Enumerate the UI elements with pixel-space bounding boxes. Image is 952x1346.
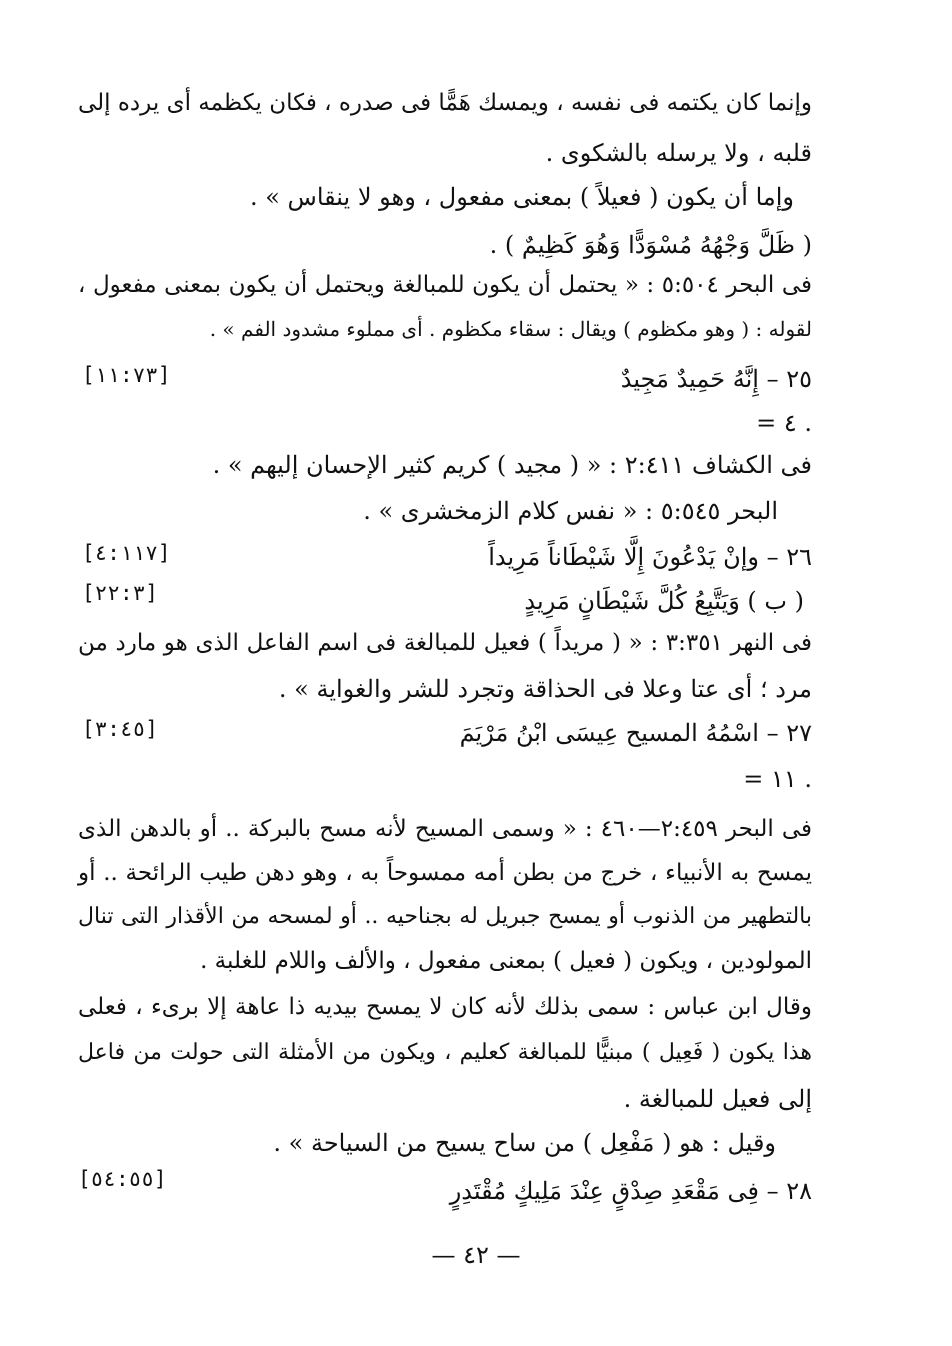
text-line: بالتطهير من الذنوب أو يمسح جبريل له بجناحيه .. أو لمسحه من الأقذار التى تنال (78, 904, 812, 929)
text-line: البحر ٥:٥٤٥ : « نفس كلام الزمخشرى » . (363, 497, 778, 525)
verse-heading: ٢٥ – إِنَّهُ حَمِيدٌ مَجِيدٌ (620, 365, 812, 393)
text-line: مرد ؛ أى عتا وعلا فى الحذاقة وتجرد للشر والغواية » . (278, 675, 812, 703)
text-line: قلبه ، ولا يرسله بالشكوى . (545, 139, 812, 167)
verse-heading: ٢٨ – فِى مَقْعَدِ صِدْقٍ عِنْدَ مَلِيكٍ مُقْتَدِرٍ (449, 1177, 812, 1205)
quranic-verse: ( ب ) وَيَتَّبِعُ كُلَّ شَيْطَانٍ مَرِيدٍ (524, 587, 804, 615)
text-line: يمسح به الأنبياء ، خرج من بطن أمه ممسوحاً به ، وهو دهن طيب الرائحة .. أو (78, 860, 812, 886)
text-line: هذا يكون ( فَعِيل ) مبنيًّا للمبالغة كعليم ، ويكون من الأمثلة التى حولت من فاعل (78, 1040, 812, 1065)
page-number: — ٤٢ — (431, 1241, 521, 1269)
verse-heading: ٢٧ – اسْمُهُ المسيح عِيسَى ابْنُ مَرْيَمَ (459, 719, 812, 747)
text-line: وإنما كان يكتمه فى نفسه ، ويمسك هَمًّا فى صدره ، فكان يكظمه أى يرده إلى (78, 90, 812, 116)
text-line: فى البحر ٢:٤٥٩—٤٦٠ : « وسمى المسيح لأنه مسح بالبركة .. أو بالدهن الذى (78, 816, 813, 842)
text-line: فى النهر ٣:٣٥١ : « ( مريداً ) فعيل للمبالغة فى اسم الفاعل الذى هو مارد من (78, 630, 812, 656)
quranic-verse: ( ظَلَّ وَجْهُهُ مُسْوَدًّا وَهُوَ كَظِيمٌ ) . (489, 231, 812, 259)
text-line: إلى فعيل للمبالغة . (623, 1085, 812, 1113)
verse-heading: ٢٦ – وإنْ يَدْعُونَ إِلَّا شَيْطَاناً مَرِيداً (488, 543, 812, 571)
verse-reference: [٣:٤٥] (82, 717, 158, 741)
verse-reference: [٤:١١٧] (82, 541, 171, 565)
verse-reference: [١١:٧٣] (82, 363, 171, 387)
verse-reference: [٢٢:٣] (82, 581, 158, 605)
text-line: لقوله : ( وهو مكظوم ) ويقال : سقاء مكظوم . أى مملوء مشدود الفم » . (209, 317, 812, 341)
verse-reference: [٥٤:٥٥] (78, 1167, 167, 1191)
occurrence-count: = ٤ . (756, 409, 812, 437)
text-line: وقال ابن عباس : سمى بذلك لأنه كان لا يمسح بيديه ذا عاهة إلا برىء ، فعلى (78, 994, 812, 1020)
text-line: فى البحر ٥:٥٠٤ : « يحتمل أن يكون للمبالغة ويحتمل أن يكون بمعنى مفعول ، (78, 272, 812, 298)
text-line: المولودين ، ويكون ( فعيل ) بمعنى مفعول ، والألف واللام للغلبة . (200, 948, 812, 974)
text-line: وقيل : هو ( مَفْعِل ) من ساح يسيح من السياحة » . (273, 1129, 776, 1157)
text-line: وإما أن يكون ( فعيلاً ) بمعنى مفعول ، وهو لا ينقاس » . (249, 183, 794, 211)
occurrence-count: = ١١ . (743, 765, 812, 793)
text-line: فى الكشاف ٢:٤١١ : « ( مجيد ) كريم كثير الإحسان إليهم » . (212, 451, 812, 479)
